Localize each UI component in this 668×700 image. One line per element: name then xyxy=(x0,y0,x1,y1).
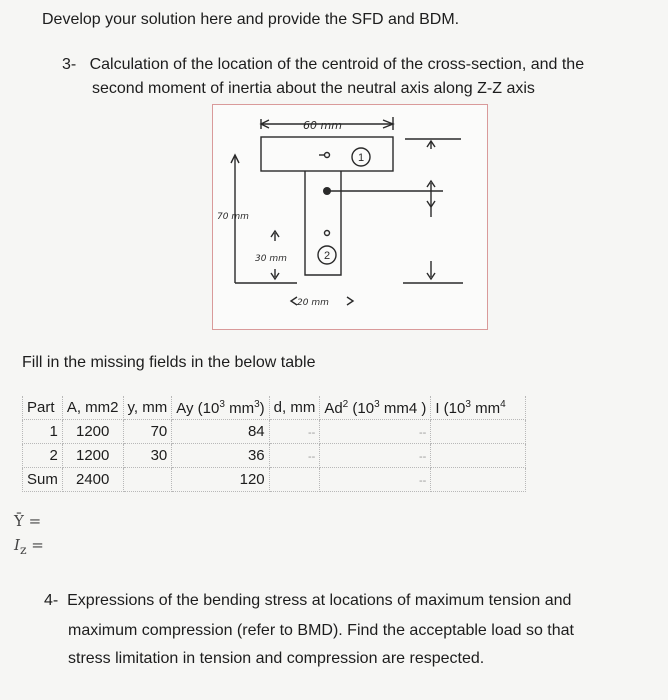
height-label: 70 mm xyxy=(217,212,249,222)
cell-y: 70 xyxy=(123,420,172,444)
cell-area: 2400 xyxy=(62,468,123,492)
table-header-row xyxy=(23,396,526,420)
centroid-dot xyxy=(323,187,331,195)
top-width-label: 60 mm xyxy=(303,119,342,132)
table-row xyxy=(23,468,526,492)
cell-d[interactable]: -- xyxy=(269,444,320,468)
part-1-label: 1 xyxy=(357,152,365,164)
cell-y xyxy=(123,468,172,492)
centroid-2-marker xyxy=(325,231,330,236)
question-4-line-3: stress limitation in tension and compression are respected. xyxy=(68,650,485,667)
header-ad2: Ad$^2$ ($10^3$ mm4 ) xyxy=(320,396,431,420)
question-3-line-1 xyxy=(62,56,584,74)
cell-part: 1 xyxy=(23,420,63,444)
cell-inertia[interactable] xyxy=(431,444,526,468)
fill-instruction: Fill in the missing fields in the below table xyxy=(22,354,316,371)
cell-y: 30 xyxy=(123,444,172,468)
cell-ay: 120 xyxy=(172,468,269,492)
cell-area: 1200 xyxy=(62,420,123,444)
header-y: y, mm xyxy=(123,396,172,420)
question-3-line-2: second moment of inertia about the neutral axis along Z-Z axis xyxy=(92,80,535,97)
header-area: A, mm2 xyxy=(62,396,123,420)
cell-ad2[interactable]: -- xyxy=(320,468,431,492)
header-d: d, mm xyxy=(269,396,320,420)
question-3-number: 3- xyxy=(62,56,77,73)
cross-section-figure xyxy=(212,104,488,330)
header-inertia: I ($10^3$ $mm^4$ xyxy=(431,396,526,420)
inertia-table xyxy=(22,396,526,492)
part-2-label: 2 xyxy=(323,250,331,262)
cell-d[interactable] xyxy=(269,468,320,492)
header-part: Part xyxy=(23,396,63,420)
table-row xyxy=(23,444,526,468)
cell-part: Sum xyxy=(23,468,63,492)
question-4-line-2: maximum compression (refer to BMD). Find the acceptable load so that xyxy=(68,622,574,639)
cell-ad2[interactable]: -- xyxy=(320,420,431,444)
table-row xyxy=(23,420,526,444)
cell-ay: 84 xyxy=(172,420,269,444)
cell-ay: 36 xyxy=(172,444,269,468)
cell-ad2[interactable]: -- xyxy=(320,444,431,468)
centroid-1-marker xyxy=(325,153,330,158)
header-ay: Ay ($10^3$ $mm^3$) xyxy=(172,396,269,420)
page-heading: Develop your solution here and provide the SFD and BDM. xyxy=(42,11,460,28)
question-4-text-1: Expressions of the bending stress at locations of maximum tension and xyxy=(67,592,572,609)
cell-inertia[interactable] xyxy=(431,420,526,444)
question-3-text-1: Calculation of the location of the centroid of the cross-section, and the xyxy=(89,56,585,73)
question-4-number: 4- xyxy=(44,592,59,609)
cell-d[interactable]: -- xyxy=(269,420,320,444)
web-height-label: 30 mm xyxy=(255,254,287,264)
cell-inertia[interactable] xyxy=(431,468,526,492)
cross-section-drawing xyxy=(213,105,487,329)
web-width-label: 20 mm xyxy=(297,298,329,308)
cell-part: 2 xyxy=(23,444,63,468)
cell-area: 1200 xyxy=(62,444,123,468)
question-4-line-1 xyxy=(44,592,571,610)
ybar-formula: Ȳ = xyxy=(14,512,42,530)
iz-formula: $I_z$ = xyxy=(14,536,44,557)
